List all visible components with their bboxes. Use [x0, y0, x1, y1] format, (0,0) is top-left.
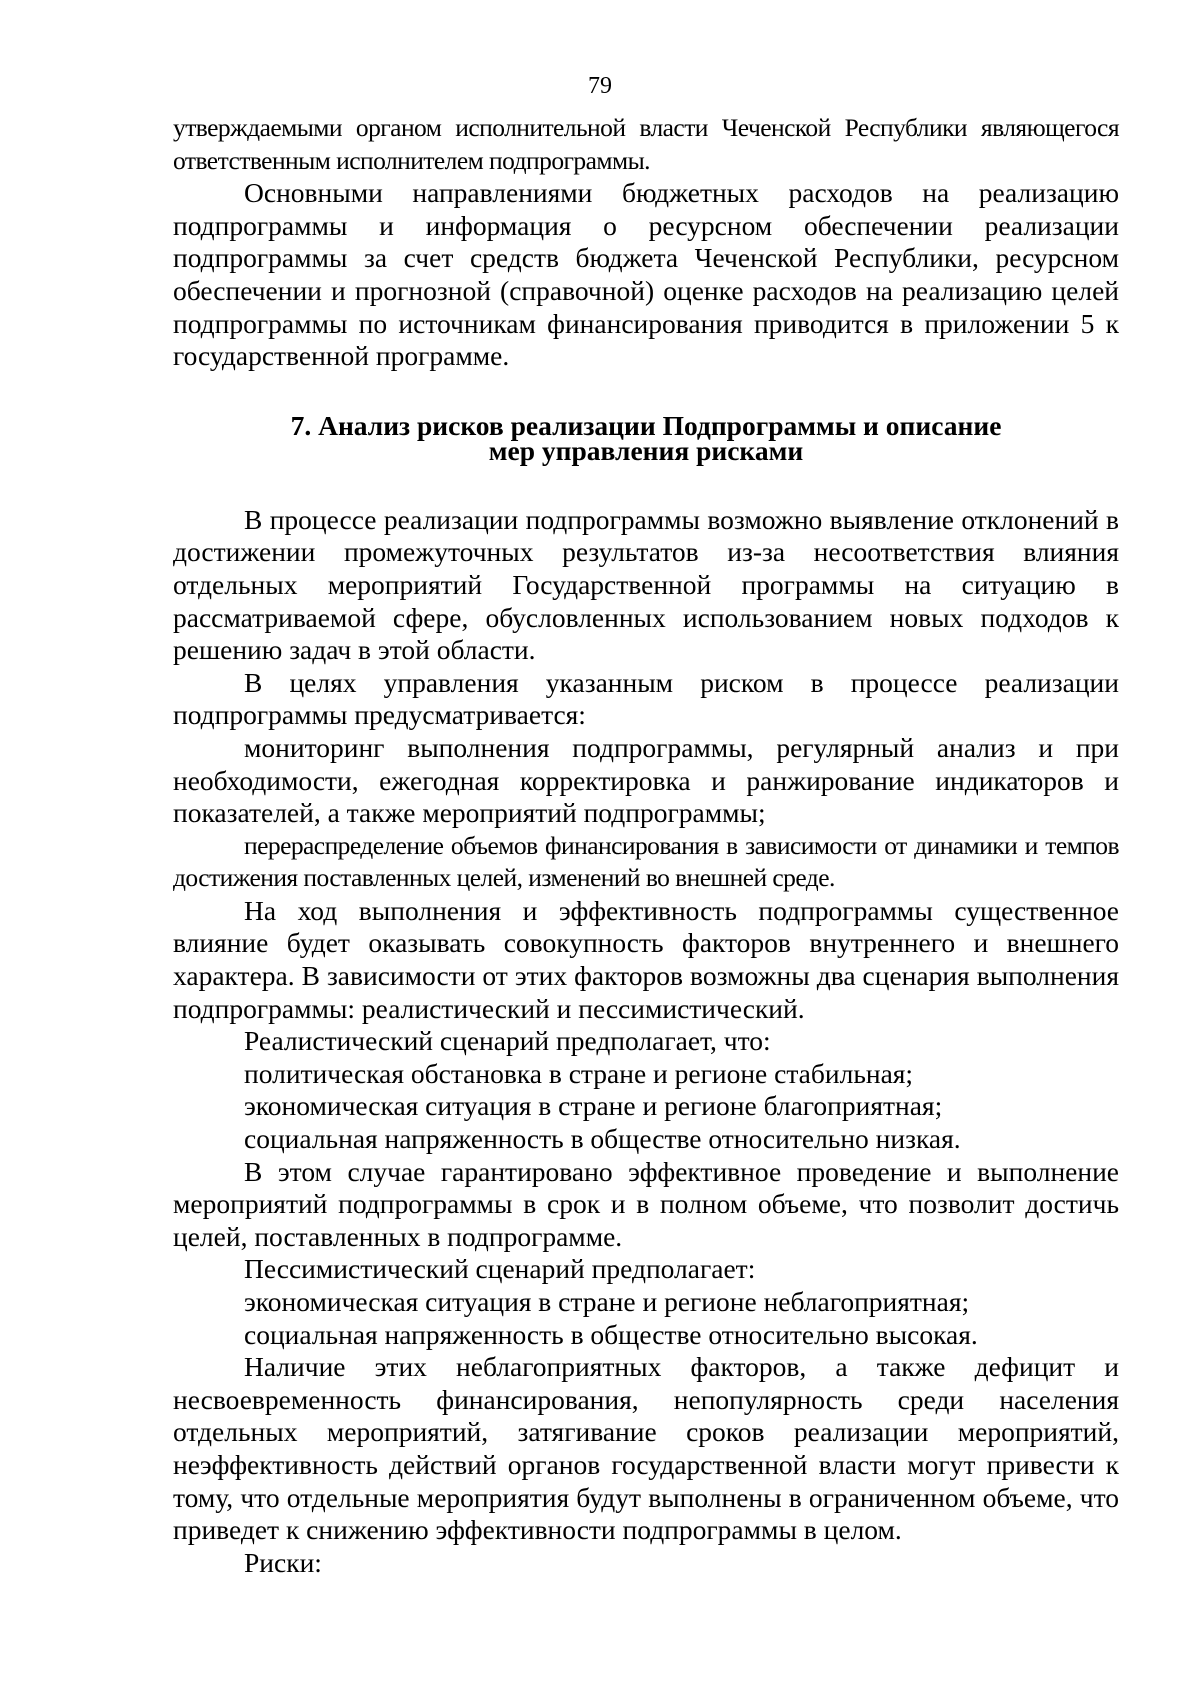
paragraph: социальная напряженность в обществе относительно высокая.: [244, 1318, 978, 1350]
paragraph: экономическая ситуация в стране и регионе неблагоприятная;: [244, 1286, 970, 1317]
paragraph: Основными направлениями бюджетных расходов на реализацию подпрограммы и информация о ресурсном обеспечении реализации подпрограммы за счет средств бюджета Чеченской Республики, ресурсном обеспечении и прогнозной (справочной) оценке расходов на реализацию целей подпрограммы по источникам финансирования приводится в приложении 5 к государственной программе.: [173, 177, 1119, 372]
paragraph: В целях управления указанным риском в процессе реализации подпрограммы предусматривается:: [173, 666, 1119, 731]
paragraph: Риски:: [244, 1546, 322, 1578]
paragraph: Реалистический сценарий предполагает, что:: [244, 1025, 771, 1057]
paragraph: социальная напряженность в обществе относительно низкая.: [244, 1123, 961, 1155]
paragraph: В этом случае гарантировано эффективное проведение и выполнение мероприятий подпрограммы в срок и в полном объеме, что позволит достичь целей, поставленных в подпрограмме.: [173, 1155, 1119, 1252]
paragraph: экономическая ситуация в стране и регионе благоприятная;: [244, 1090, 943, 1122]
paragraph: Пессимистический сценарий предполагает:: [244, 1253, 756, 1285]
section-heading-line: 7. Анализ рисков реализации Подпрограммы и описание: [290, 409, 1002, 441]
paragraph: перераспределение объемов финансирования в зависимости от динамики и темпов достижения поставленных целей, изменений во внешней среде.: [173, 830, 1119, 893]
document-body: [173, 112, 1119, 1579]
section-heading-line: мер управления рисками: [488, 434, 804, 466]
paragraph: мониторинг выполнения подпрограммы, регулярный анализ и при необходимости, ежегодная корректировка и ранжирование индикаторов и показателей, а также мероприятий подпрограммы;: [173, 731, 1119, 829]
paragraph: Наличие этих неблагоприятных факторов, а также дефицит и несвоевременность финансирования, непопулярность среди населения отдельных мероприятий, затягивание сроков реализации мероприятий, неэффективность действий органов государственной власти могут привести к тому, что отдельные мероприятия будут выполнены в ограниченном объеме, что приведет к снижению эффективности подпрограммы в целом.: [173, 1351, 1119, 1546]
paragraph: утверждаемыми органом исполнительной власти Чеченской Республики являющегося ответственным исполнителем подпрограммы.: [173, 113, 1119, 175]
paragraph: В процессе реализации подпрограммы возможно выявление отклонений в достижении промежуточных результатов из-за несоответствия влияния отдельных мероприятий Государственной программы на ситуацию в рассматриваемой сфере, обусловленных использованием новых подходов к решению задач в этой области.: [173, 503, 1119, 666]
section-heading: [173, 409, 1119, 466]
paragraph: политическая обстановка в стране и регионе стабильная;: [244, 1057, 914, 1089]
paragraph: На ход выполнения и эффективность подпрограммы существенное влияние будет оказывать совокупность факторов внутреннего и внешнего характера. В зависимости от этих факторов возможны два сценария выполнения подпрограммы: реалистический и пессимистический.: [173, 894, 1119, 1024]
page-number: 79: [588, 73, 612, 99]
